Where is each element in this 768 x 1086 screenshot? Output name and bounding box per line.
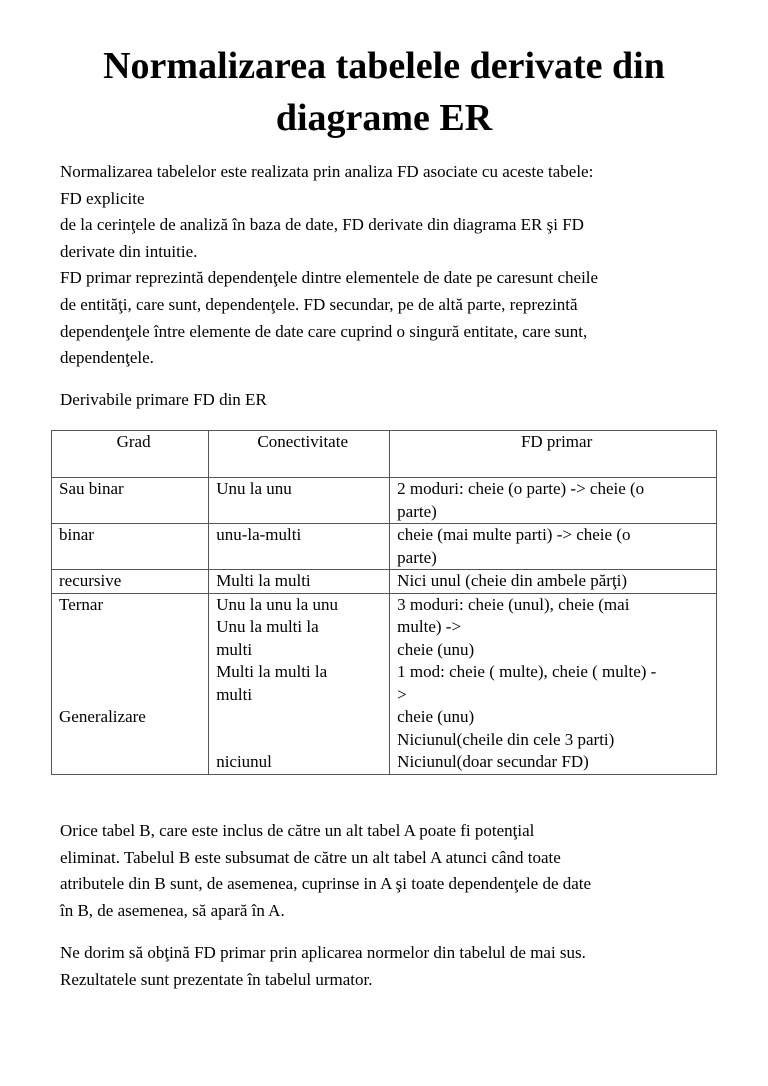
title-line-2: diagrame ER: [275, 97, 493, 139]
fd-table: [51, 430, 717, 775]
header-fd-primar: FD primar: [390, 431, 717, 478]
table-header-row: [52, 431, 717, 478]
header-grad: Grad: [52, 431, 209, 478]
text-line: eliminat. Tabelul B este subsumat de către un alt tabel A atunci când toate: [60, 847, 561, 867]
cell-fd: cheie (mai multe parti) -> cheie (o parte): [390, 524, 717, 570]
cell-conectivitate: Unu la unu la unu Unu la multi la multi Multi la multi la multi niciunul: [209, 593, 390, 774]
intro-paragraph: [60, 159, 720, 372]
text-line: Normalizarea tabelelor este realizata prin analiza FD asociate cu aceste tabele:: [60, 162, 594, 181]
text-line: FD primar reprezintă dependenţele dintre elementele de date pe caresunt cheile: [60, 268, 599, 288]
text-line: Orice tabel B, care este inclus de către un alt tabel A poate fi potenţial: [60, 821, 535, 840]
text-line: Rezultatele sunt prezentate în tabelul urmator.: [60, 969, 373, 989]
cell-grad: recursive: [52, 570, 209, 594]
page-title: [60, 40, 708, 144]
cell-conectivitate: unu-la-multi: [209, 524, 390, 570]
text-line: derivate din intuitie.: [60, 241, 198, 261]
cell-conectivitate: Multi la multi: [209, 570, 390, 594]
table-caption: [60, 387, 720, 414]
cell-fd: 2 moduri: cheie (o parte) -> cheie (o parte): [390, 478, 717, 524]
text-line: FD explicite: [60, 188, 145, 208]
text-line: de la cerinţele de analiză în baza de date, FD derivate din diagrama ER şi FD: [60, 215, 584, 235]
cell-grad: Ternar Generalizare: [52, 593, 209, 774]
table-row: [52, 570, 717, 594]
text-line: în B, de asemenea, să apară în A.: [60, 900, 285, 920]
cell-grad: binar: [52, 524, 209, 570]
cell-conectivitate: Unu la unu: [209, 478, 390, 524]
text-line: Ne dorim să obţină FD primar prin aplicarea normelor din tabelul de mai sus.: [60, 943, 586, 962]
table-caption-text: Derivabile primare FD din ER: [60, 390, 267, 409]
text-line: atributele din B sunt, de asemenea, cuprinse in A şi toate dependenţele de date: [60, 874, 592, 894]
table-row: [52, 478, 717, 524]
subsumption-paragraph: [60, 818, 720, 924]
text-line: dependenţele.: [60, 348, 154, 368]
table-row: [52, 524, 717, 570]
cell-fd: 3 moduri: cheie (unul), cheie (mai multe) -> cheie (unu) 1 mod: cheie ( multe), cheie ( multe) - > cheie (unu) Niciunul(cheile din cele 3 parti) Niciunul(doar secundar FD): [390, 593, 717, 774]
text-line: dependenţele între elemente de date care cuprind o singură entitate, care sunt,: [60, 321, 588, 341]
conclusion-paragraph: [60, 940, 720, 993]
title-line-1: Normalizarea tabelele derivate din: [103, 45, 665, 87]
header-conectivitate: Conectivitate: [209, 431, 390, 478]
text-line: de entităţi, care sunt, dependenţele. FD secundar, pe de altă parte, reprezintă: [60, 294, 578, 314]
cell-grad: Sau binar: [52, 478, 209, 524]
cell-fd: Nici unul (cheie din ambele părţi): [390, 570, 717, 594]
table-row: [52, 593, 717, 774]
